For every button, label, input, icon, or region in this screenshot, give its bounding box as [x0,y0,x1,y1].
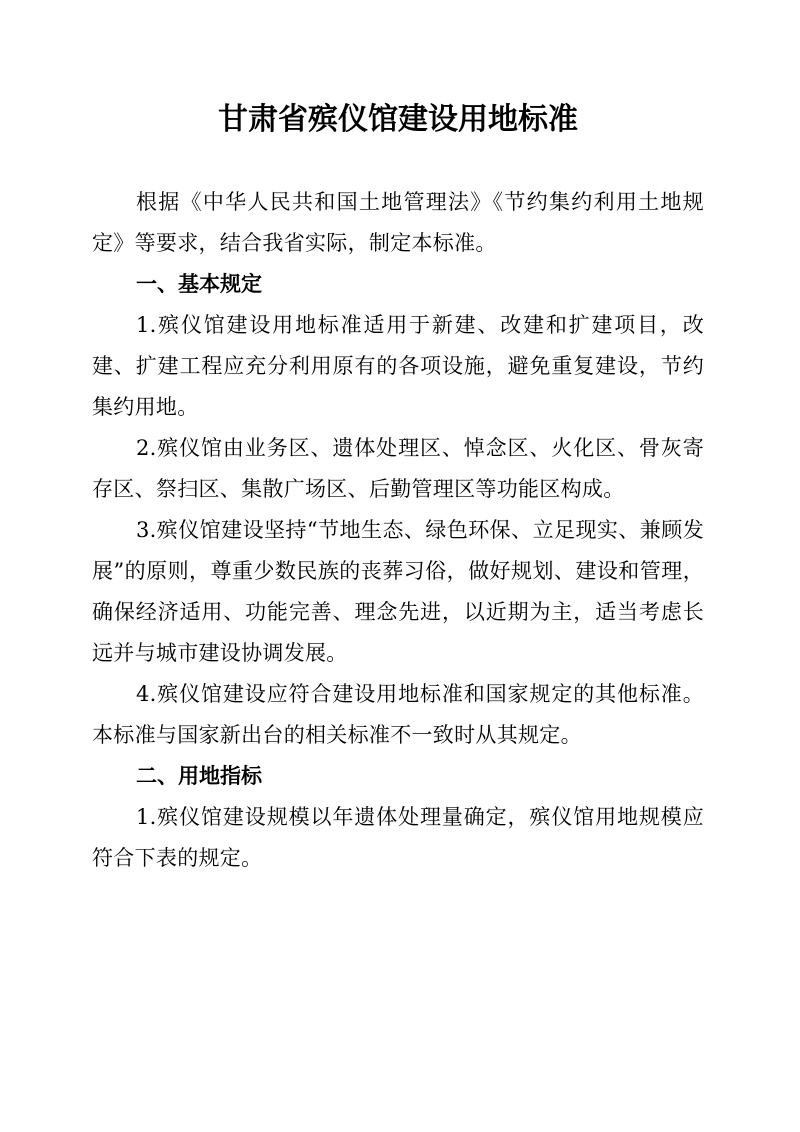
intro-paragraph: 根据《中华人民共和国土地管理法》《节约集约利用土地规定》等要求，结合我省实际，制定本标准。 [92,190,704,255]
section-heading-land-indicators: 二、用地指标 [136,764,262,788]
document-title: 甘肃省殡仪馆建设用地标准 [218,102,578,137]
basic-rule-item-2: 2.殡仪馆由业务区、遗体处理区、悼念区、火化区、骨灰寄存区、祭扫区、集散广场区、后勤管理区等功能区构成。 [92,436,704,501]
land-indicator-item-1: 1.殡仪馆建设规模以年遗体处理量确定，殡仪馆用地规模应符合下表的规定。 [92,805,704,870]
section-heading-basic-rules: 一、基本规定 [136,272,262,296]
basic-rule-item-4: 4.殡仪馆建设应符合建设用地标准和国家规定的其他标准。本标准与国家新出台的相关标准不一致时从其规定。 [92,682,704,747]
document-body [92,182,704,879]
basic-rule-item-3: 3.殡仪馆建设坚持“节地生态、绿色环保、立足现实、兼顾发展”的原则，尊重少数民族的丧葬习俗，做好规划、建设和管理，确保经济适用、功能完善、理念先进，以近期为主，适当考虑长远并与城市建设协调发展。 [92,518,704,665]
basic-rule-item-1: 1.殡仪馆建设用地标准适用于新建、改建和扩建项目，改建、扩建工程应充分利用原有的各项设施，避免重复建设，节约集约用地。 [92,313,704,419]
